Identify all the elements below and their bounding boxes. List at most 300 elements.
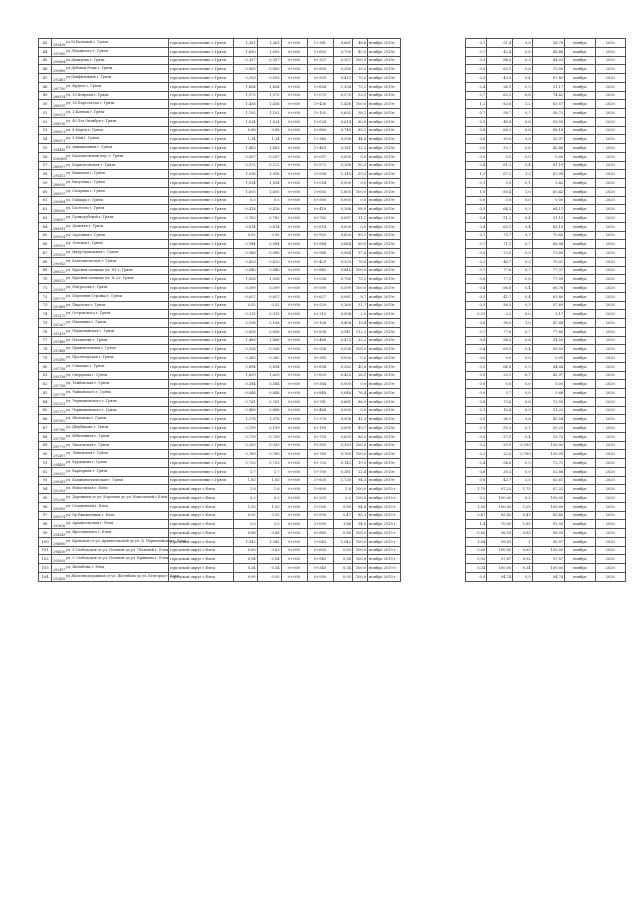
row-number: 96: [39, 502, 52, 511]
table-row: [39, 240, 626, 249]
target-share: 52,88: [532, 467, 564, 476]
planned-length: 0,7: [465, 327, 487, 336]
municipality: городское поселение г.Грязи: [168, 187, 233, 196]
compliant-length: 0,000: [333, 354, 352, 363]
length-in-scope: 0,840: [257, 266, 281, 275]
table-row: [39, 82, 626, 91]
end-km: 1+938: [307, 170, 333, 179]
compliant-share: 112,3: [352, 327, 367, 336]
street-cell: [51, 345, 168, 354]
road-code: 294438: [52, 147, 66, 152]
total-length: 0,2: [233, 494, 257, 503]
target-year: 2020: [595, 485, 625, 494]
survey-date: ноябрь 2019г.: [368, 187, 400, 196]
road-code: 295158: [52, 375, 66, 380]
compliant-length: 0,661: [333, 397, 352, 406]
spacer: [400, 572, 465, 581]
target-year: 2020: [595, 292, 625, 301]
target-length: 0,7: [513, 371, 532, 380]
table-row: [39, 74, 626, 83]
street-name: ул. Громодубовой г. Грязи: [65, 215, 114, 219]
compliant-length: 0,288: [333, 161, 352, 170]
target-year: 2020: [595, 572, 625, 581]
survey-date: ноябрь 2019г.: [368, 345, 400, 354]
planned-length: 1,3: [465, 170, 487, 179]
target-length: 0,2: [513, 494, 532, 503]
street-cell: [51, 39, 168, 48]
end-km: 0+199: [307, 424, 333, 433]
road-code: 294610: [52, 550, 66, 555]
road-code: 291790: [52, 86, 66, 91]
compliant-share: 75,1: [352, 82, 367, 91]
length-in-scope: 0,55: [257, 511, 281, 520]
survey-date: ноябрь 2019г.: [368, 389, 400, 398]
spacer: [400, 564, 465, 573]
survey-date: ноябрь 2019г.: [368, 170, 400, 179]
target-month: ноябрь: [565, 467, 595, 476]
end-km: 0+429: [307, 257, 333, 266]
table-row: [39, 467, 626, 476]
planned-share: 77,1: [487, 275, 513, 284]
planned-length: 0,3: [465, 74, 487, 83]
start-km: 0+000: [281, 502, 307, 511]
start-km: 0+000: [281, 467, 307, 476]
spacer: [400, 144, 465, 153]
street-name: ул. Стадионная г. Елец: [65, 503, 108, 508]
target-share: 50,25: [532, 424, 564, 433]
municipality: городское поселение г.Грязи: [168, 196, 233, 205]
municipality: городской округ г.Елец: [168, 555, 233, 564]
road-code: 290664: [52, 60, 66, 65]
end-km: 1+468: [307, 336, 333, 345]
compliant-length: 0,000: [333, 406, 352, 415]
spacer: [400, 292, 465, 301]
municipality: городское поселение г.Грязи: [168, 91, 233, 100]
target-year: 2020: [595, 284, 625, 293]
compliant-share: 0,0: [352, 196, 367, 205]
compliant-share: 2,5: [352, 310, 367, 319]
row-number: 91: [39, 459, 52, 468]
target-length: 0,5: [513, 459, 532, 468]
table-row: [39, 292, 626, 301]
spacer: [400, 502, 465, 511]
compliant-share: 75,5: [352, 275, 367, 284]
street-name: ул. Пирогова г. Грязи: [65, 302, 106, 307]
compliant-length: 0,94: [333, 555, 352, 564]
target-length: 0,3: [513, 257, 532, 266]
table-row: [39, 65, 626, 74]
row-number: 80: [39, 362, 52, 371]
street-name: ул.Железнодорожная от ул. Желябова до ул. Белгород г. Елец: [65, 573, 179, 578]
planned-share: 57,9: [487, 432, 513, 441]
planned-share: 96,59: [487, 529, 513, 538]
table-row: [39, 214, 626, 223]
end-km: 0+340: [307, 564, 333, 573]
target-length: 0,3: [513, 301, 532, 310]
row-number: 73: [39, 301, 52, 310]
compliant-share: 11,1: [352, 214, 367, 223]
road-code: 295775: [52, 296, 66, 301]
compliant-length: 1,042: [333, 537, 352, 546]
compliant-length: 1,730: [333, 476, 352, 485]
target-share: 67,45: [532, 74, 564, 83]
total-length: 0,94: [233, 555, 257, 564]
target-month: ноябрь: [565, 406, 595, 415]
municipality: городское поселение г.Грязи: [168, 135, 233, 144]
survey-date: ноябрь 2019г.: [368, 336, 400, 345]
target-length: 0,6: [513, 397, 532, 406]
compliant-share: 85,1: [352, 126, 367, 135]
target-month: ноябрь: [565, 441, 595, 450]
road-code: 295924: [52, 235, 66, 240]
compliant-share: 32,2: [352, 336, 367, 345]
road-code: 290932: [52, 471, 66, 476]
table-row: [39, 511, 626, 520]
road-code: 291778: [52, 392, 66, 397]
total-length: 1,05: [233, 502, 257, 511]
street-name: ул. Бориспольская г. Грязи: [65, 162, 116, 167]
target-share: 5,66: [532, 389, 564, 398]
planned-share: 77,6: [487, 266, 513, 275]
planned-share: 33,7: [487, 144, 513, 153]
planned-share: 94,74: [487, 572, 513, 581]
target-year: 2020: [595, 406, 625, 415]
row-number: 61: [39, 196, 52, 205]
target-month: ноябрь: [565, 292, 595, 301]
road-code: 291496: [52, 357, 66, 362]
length-in-scope: 1,604: [257, 82, 281, 91]
target-length: 0,393: [513, 441, 532, 450]
compliant-share: 19,5: [352, 459, 367, 468]
compliant-share: 68,9: [352, 205, 367, 214]
planned-length: 0,5: [465, 415, 487, 424]
street-cell: [51, 537, 187, 546]
municipality: городской округ г.Елец: [168, 572, 233, 581]
total-length: 0,593: [233, 74, 257, 83]
target-length: 1,2: [513, 100, 532, 109]
survey-date: ноябрь 2019г.: [368, 231, 400, 240]
target-share: 69,03: [532, 345, 564, 354]
spacer: [400, 74, 465, 83]
target-length: 0,0: [513, 152, 532, 161]
street-name: ул. Красная площадь уч. №1 г. Грязи: [65, 267, 133, 272]
municipality: городское поселение г.Грязи: [168, 126, 233, 135]
target-share: 100,00: [532, 494, 564, 503]
street-name: ул. Семашко г. Грязи: [65, 363, 105, 368]
end-km: 2+000: [307, 520, 333, 529]
table-row: [39, 572, 626, 581]
municipality: городское поселение г.Грязи: [168, 336, 233, 345]
spacer: [400, 389, 465, 398]
target-share: 66,06: [532, 240, 564, 249]
target-length: 0,4: [513, 292, 532, 301]
length-in-scope: 1,483: [257, 144, 281, 153]
target-month: ноябрь: [565, 415, 595, 424]
table-row: [39, 432, 626, 441]
compliant-length: 0,000: [333, 380, 352, 389]
row-number: 43: [39, 39, 52, 48]
spacer: [400, 476, 465, 485]
street-cell: [51, 126, 168, 135]
length-in-scope: 0,627: [257, 292, 281, 301]
start-km: 0+000: [281, 187, 307, 196]
planned-share: 100,00: [487, 502, 513, 511]
road-code: 291758: [52, 366, 66, 371]
survey-date: ноябрь 2019 г.: [368, 564, 400, 573]
row-number: 59: [39, 179, 52, 188]
total-length: 0,199: [233, 424, 257, 433]
planned-share: 48,8: [487, 117, 513, 126]
row-number: 83: [39, 389, 52, 398]
target-year: 2020: [595, 170, 625, 179]
street-cell: [51, 56, 168, 65]
planned-share: 0,0: [487, 196, 513, 205]
length-in-scope: 0,848: [257, 389, 281, 398]
survey-date: ноябрь 2019г.: [368, 301, 400, 310]
row-number: 67: [39, 249, 52, 258]
target-year: 2020: [595, 450, 625, 459]
target-year: 2020: [595, 135, 625, 144]
row-number: 56: [39, 152, 52, 161]
street-name: ул. Коммунистическая г. Грязи: [65, 477, 123, 482]
municipality: городской округ г.Елец: [168, 502, 233, 511]
table-row: [39, 397, 626, 406]
target-length: 1,85: [513, 520, 532, 529]
target-share: 64,84: [532, 362, 564, 371]
target-length: 0,6: [513, 117, 532, 126]
municipality: городское поселение г.Грязи: [168, 222, 233, 231]
planned-share: 22,0: [487, 450, 513, 459]
road-code: 290941: [52, 480, 66, 485]
compliant-length: 0,648: [333, 389, 352, 398]
target-month: ноябрь: [565, 564, 595, 573]
end-km: 1+483: [307, 144, 333, 153]
target-year: 2020: [595, 546, 625, 555]
compliant-share: 69,5: [352, 240, 367, 249]
compliant-share: 100,0: [352, 284, 367, 293]
target-month: ноябрь: [565, 476, 595, 485]
municipality: городской округ г.Елец: [168, 485, 233, 494]
planned-length: 0,8: [465, 336, 487, 345]
planned-length: 0,01: [465, 310, 487, 319]
target-share: 42,97: [532, 371, 564, 380]
end-km: 0+940: [307, 555, 333, 564]
row-number: 62: [39, 205, 52, 214]
row-number: 82: [39, 380, 52, 389]
planned-length: 0,3: [465, 205, 487, 214]
total-length: 1,655: [233, 187, 257, 196]
compliant-length: 0,099: [333, 424, 352, 433]
target-length: 0,0: [513, 389, 532, 398]
row-number: 94: [39, 485, 52, 494]
target-month: ноябрь: [565, 450, 595, 459]
planned-length: 0,8: [465, 275, 487, 284]
planned-share: 43,0: [487, 74, 513, 83]
street-cell: [51, 292, 168, 301]
street-cell: [51, 214, 168, 223]
row-number: 102: [39, 555, 52, 564]
compliant-length: 0,000: [333, 222, 352, 231]
target-month: ноябрь: [565, 65, 595, 74]
target-share: 83,57: [532, 100, 564, 109]
end-km: 0+880: [307, 529, 333, 538]
start-km: 0+000: [281, 266, 307, 275]
table-row: [39, 47, 626, 56]
street-cell: [51, 266, 168, 275]
target-year: 2020: [595, 222, 625, 231]
target-length: 0,34: [513, 564, 532, 573]
start-km: 0+000: [281, 371, 307, 380]
planned-length: 0,47: [465, 511, 487, 520]
table-row: [39, 100, 626, 109]
spacer: [400, 161, 465, 170]
total-length: 1,038: [233, 275, 257, 284]
survey-date: ноябрь 2019г.: [368, 362, 400, 371]
total-length: 0,95: [233, 572, 257, 581]
compliant-share: 97,8: [352, 249, 367, 258]
start-km: 0+000: [281, 310, 307, 319]
end-km: 1+075: [307, 91, 333, 100]
street-cell: [51, 284, 168, 293]
municipality: городское поселение г.Грязи: [168, 371, 233, 380]
end-km: 0+097: [307, 152, 333, 161]
end-km: 0+614: [307, 222, 333, 231]
survey-date: ноябрь 2019г.: [368, 82, 400, 91]
target-share: 77,60: [532, 327, 564, 336]
start-km: 0+000: [281, 179, 307, 188]
target-length: 0,3: [513, 205, 532, 214]
planned-share: 62,5: [487, 65, 513, 74]
target-month: ноябрь: [565, 161, 595, 170]
planned-length: 0,1: [465, 179, 487, 188]
target-length: 0,4: [513, 222, 532, 231]
target-month: ноябрь: [565, 345, 595, 354]
municipality: городское поселение г.Грязи: [168, 415, 233, 424]
total-length: 0,5: [233, 196, 257, 205]
row-number: 65: [39, 231, 52, 240]
length-in-scope: 1,938: [257, 170, 281, 179]
compliant-share: 84,8: [352, 502, 367, 511]
compliant-share: 76,8: [352, 257, 367, 266]
municipality: городское поселение г.Грязи: [168, 47, 233, 56]
target-month: ноябрь: [565, 546, 595, 555]
compliant-length: 0,47: [333, 511, 352, 520]
planned-length: 0,0: [465, 380, 487, 389]
target-length: 0,4: [513, 432, 532, 441]
row-number: 75: [39, 319, 52, 328]
street-cell: [51, 257, 168, 266]
target-share: 84,03: [532, 56, 564, 65]
street-cell: [51, 380, 168, 389]
survey-date: ноябрь 2019 г.: [368, 572, 400, 581]
compliant-share: 85,5: [352, 511, 367, 520]
end-km: 0+984: [307, 240, 333, 249]
target-share: 0,00: [532, 152, 564, 161]
planned-length: 0,4: [465, 161, 487, 170]
street-name: ул. Первомайская г. Грязи: [65, 328, 115, 333]
length-in-scope: 0,384: [257, 380, 281, 389]
road-code: 290911: [52, 112, 66, 117]
target-share: 0,00: [532, 196, 564, 205]
target-month: ноябрь: [565, 424, 595, 433]
survey-date: ноябрь 2019г.: [368, 74, 400, 83]
length-in-scope: 0,429: [257, 257, 281, 266]
length-in-scope: 1,054: [257, 179, 281, 188]
compliant-length: 0,575: [333, 91, 352, 100]
municipality: городское поселение г.Грязи: [168, 441, 233, 450]
street-cell: [51, 529, 168, 538]
street-cell: [51, 74, 168, 83]
length-in-scope: 1,378: [257, 415, 281, 424]
total-length: 0,357: [233, 56, 257, 65]
road-code: 293061: [52, 287, 66, 292]
road-code: 290943: [52, 261, 66, 266]
target-length: 0,0: [513, 354, 532, 363]
row-number: 78: [39, 345, 52, 354]
total-length: 1,34: [233, 135, 257, 144]
total-length: 0,599: [233, 284, 257, 293]
start-km: 0+000: [281, 345, 307, 354]
target-length: 0,8: [513, 336, 532, 345]
compliant-length: 0,964: [333, 249, 352, 258]
planned-share: 65,1: [487, 222, 513, 231]
row-number: 69: [39, 266, 52, 275]
planned-length: 1,0: [465, 187, 487, 196]
target-share: 55,97: [532, 135, 564, 144]
target-share: 57,69: [532, 301, 564, 310]
table-row: [39, 327, 626, 336]
target-month: ноябрь: [565, 205, 595, 214]
planned-share: 83,6: [487, 100, 513, 109]
spacer: [400, 100, 465, 109]
row-number: 70: [39, 275, 52, 284]
planned-share: 41,7: [487, 292, 513, 301]
target-share: 53,72: [532, 432, 564, 441]
street-cell: [51, 65, 168, 74]
compliant-length: 1,436: [333, 100, 352, 109]
planned-share: 72,0: [487, 249, 513, 258]
planned-length: 0,9: [465, 572, 487, 581]
target-year: 2020: [595, 424, 625, 433]
length-in-scope: 1,629: [257, 371, 281, 380]
length-in-scope: 1,8: [257, 485, 281, 494]
target-month: ноябрь: [565, 397, 595, 406]
target-year: 2020: [595, 152, 625, 161]
length-in-scope: 0,599: [257, 284, 281, 293]
compliant-share: 100,0: [352, 529, 367, 538]
planned-share: 97,22: [487, 485, 513, 494]
road-code: 288937: [52, 165, 66, 170]
road-code: 288930: [52, 209, 66, 213]
street-name: ул. Ленинская г. Грязи: [65, 451, 108, 456]
street-name: ул. Кровской от ул. Архангельской до ул. Б. Первомайская г. Елец: [65, 538, 187, 543]
target-share: 51,23: [532, 406, 564, 415]
spacer: [400, 231, 465, 240]
row-number: 103: [39, 564, 52, 573]
start-km: 0+000: [281, 572, 307, 581]
target-month: ноябрь: [565, 222, 595, 231]
planned-length: 0,8: [465, 476, 487, 485]
target-share: 58,72: [532, 109, 564, 118]
street-cell: [51, 135, 168, 144]
target-year: 2020: [595, 161, 625, 170]
row-number: 97: [39, 511, 52, 520]
target-share: 72,89: [532, 249, 564, 258]
planned-share: 35,3: [487, 467, 513, 476]
target-year: 2020: [595, 502, 625, 511]
compliant-length: 0,639: [333, 432, 352, 441]
target-year: 2020: [595, 336, 625, 345]
